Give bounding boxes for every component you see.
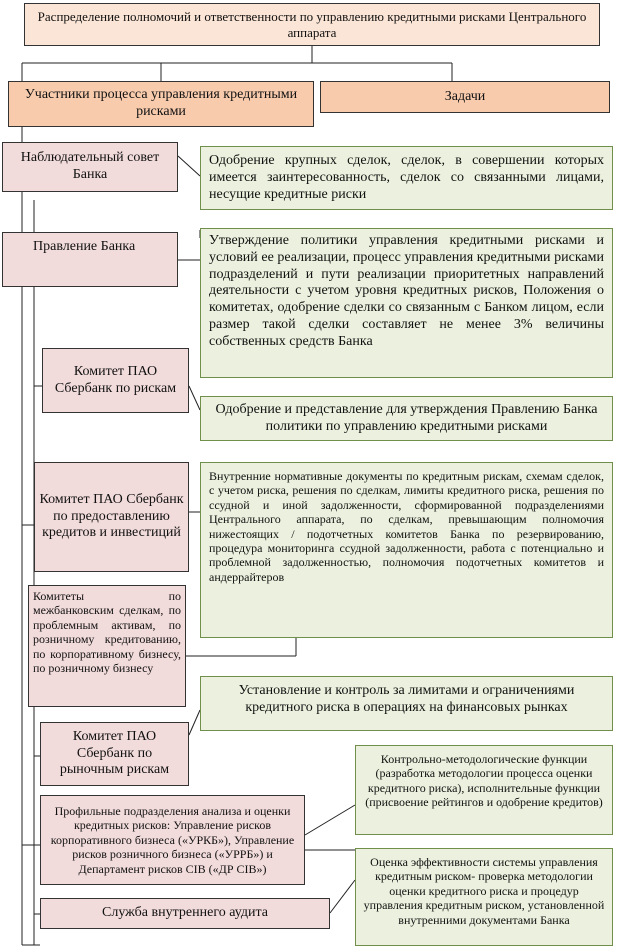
task-profile-units-text: Контрольно-методологические функции (разработка методологии процесса оценки кредитного риска), исполнительные функции (присвоение рейтингов и одобрение кредитов) [365,752,603,810]
participant-profile-units-text: Профильные подразделения анализа и оценки кредитных рисков: Управление рисков корпоративного бизнеса («УРКБ»), Управление рисков розничного бизнеса («УРРБ») и Департамент рисков CIB («ДР CIB») [50,804,295,876]
participant-internal-audit [40,898,330,929]
task-internal-audit [355,848,613,946]
participant-management-board-text: Правление Банка [33,239,136,254]
participants-header [8,81,314,127]
tasks-header-text: Задачи [444,88,486,104]
task-market-risk-committee [200,676,613,731]
participant-supervisory-board [2,142,178,192]
task-management-board-text: Утверждение политики управления кредитными рисками и условий ее реализации, процесс управления кредитными рисками подразделений и пути реализации приоритетных направлений деятельности с учетом уровня кредитных рисков, Положения о комитетах, одобрение сделки со связанным с Банком лицом, если размер такой сделки составляет не менее 3% величины собственных средств Банка [209,233,604,349]
participant-supervisory-board-text: Наблюдательный совет Банка [20,150,160,182]
task-credit-committee-text: Внутренние нормативные документы по кредитным рискам, схемам сделок, с учетом риска, решения по сделкам, лимиты кредитного риска, решения по ссудной и иной задолженности, сформированной подразделениями Центрального аппарата, по сделкам, превышающим полномочия нижестоящих / подотчетных комитетов Банка по резервированию, процедура мониторинга ссудной задолженности, работа с потенциально и проблемной задолженностью, полномочия подотчетных комитетов и андеррайтеров [209,469,604,584]
participant-other-committees-text: Комитеты по межбанковским сделкам, по проблемным активам, по розничному кредитованию, по корпоративному бизнесу, по розничному бизнесу [33,589,181,675]
participant-risk-committee-text: Комитет ПАО Сбербанк по рискам [54,363,177,396]
tasks-header [320,81,610,113]
participant-profile-units [40,795,305,885]
task-internal-audit-text: Оценка эффективности системы управления кредитным риском- проверка методологии оценки кредитного риска и процедур управления кредитным риском, установленной внутренними документами Банка [363,855,605,927]
participant-management-board [2,232,178,287]
task-supervisory-board [200,146,613,210]
task-risk-committee-text: Одобрение и представление для утверждения Правлению Банка политики по управлению кредитными рисками [215,402,598,434]
participant-other-committees [28,585,186,707]
diagram-title-text: Распределение полномочий и ответственности по управлению кредитными рисками Центрального аппарата [37,8,587,40]
task-market-risk-committee-text: Установление и контроль за лимитами и ограничениями кредитного риска в операциях на финансовых рынках [238,683,575,715]
participant-credit-committee-text: Комитет ПАО Сбербанк по предоставлению кредитов и инвестиций [39,491,184,541]
task-supervisory-board-text: Одобрение крупных сделок, сделок, в совершении которых имеется заинтересованность, сделок со связанными лицами, несущие кредитные риски [209,153,604,202]
participant-credit-committee [34,462,189,572]
task-risk-committee [200,396,613,441]
diagram-title [24,3,600,46]
participant-risk-committee [42,348,189,413]
participant-market-risk-committee [40,722,189,786]
task-management-board [200,228,613,378]
task-credit-committee [200,462,613,638]
participants-header-text: Участники процесса управления кредитными рисками [24,87,298,119]
task-profile-units [355,745,613,835]
participant-market-risk-committee-text: Комитет ПАО Сбербанк по рыночным рискам [59,728,170,778]
participant-internal-audit-text: Служба внутреннего аудита [102,905,268,921]
